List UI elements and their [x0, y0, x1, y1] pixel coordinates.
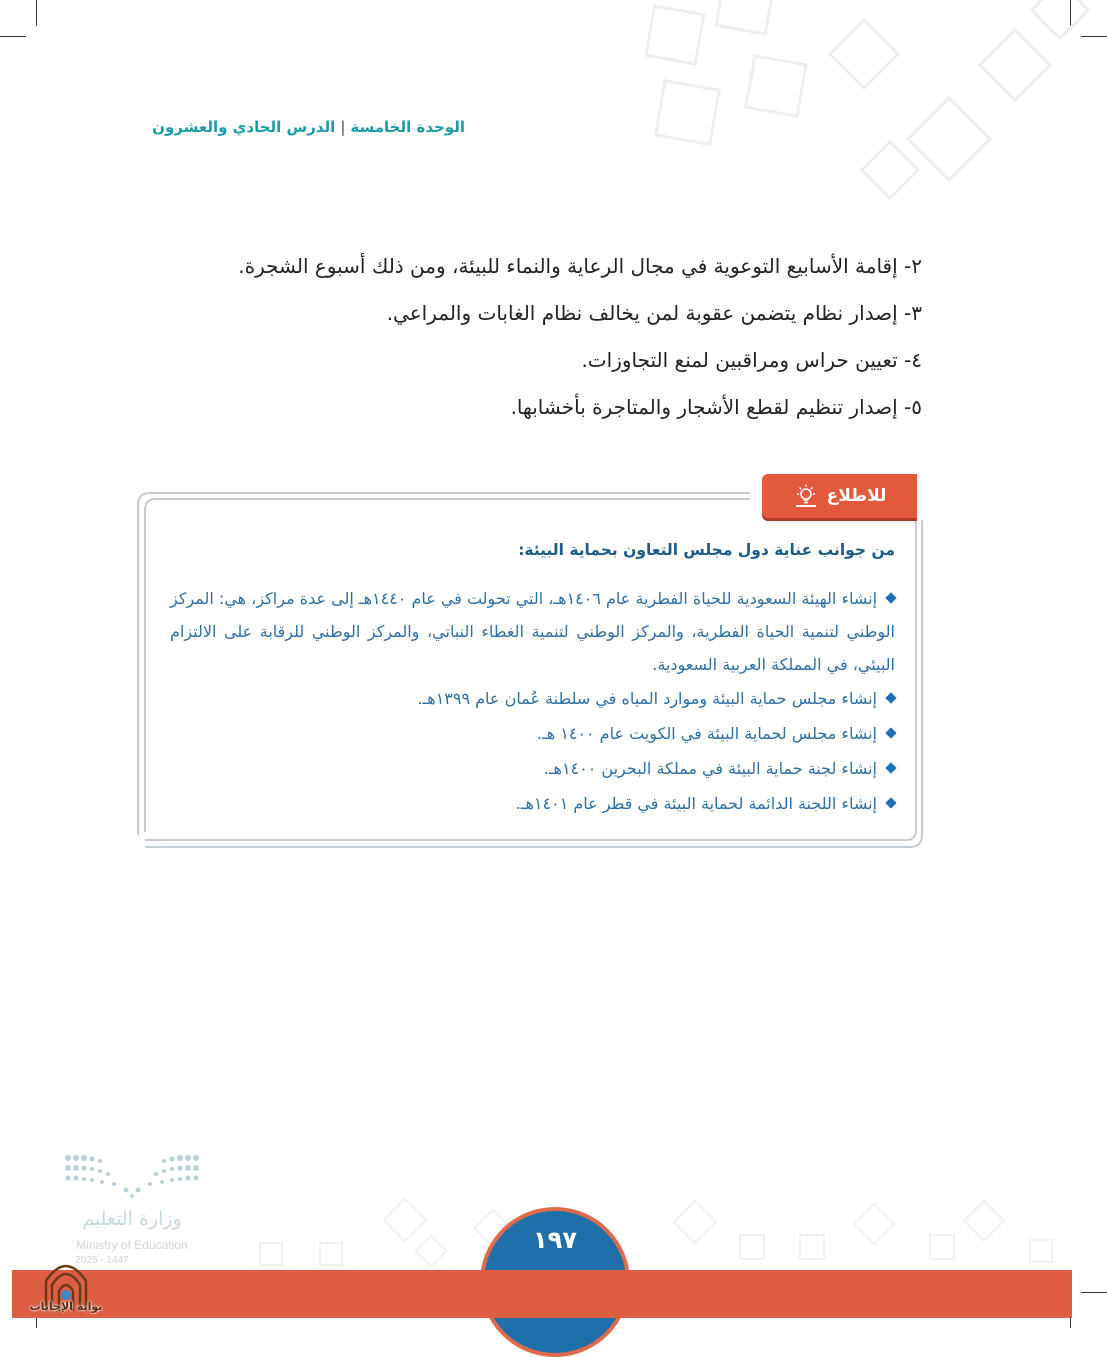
- bullet-item: [170, 681, 895, 716]
- unit-title: الوحدة الخامسة: [350, 118, 465, 136]
- bullet-text: إنشاء مجلس لحماية البيئة في الكويت عام ١٤٠٠ هـ.: [536, 724, 877, 743]
- bullet-item: [170, 716, 895, 751]
- bullet-text: إنشاء مجلس حماية البيئة وموارد المياه في سلطنة عُمان عام ١٣٩٩هـ.: [417, 689, 877, 708]
- ministry-name-english: Ministry of Education: [76, 1238, 188, 1252]
- bullet-icon: [885, 797, 896, 808]
- bullet-item: [170, 786, 895, 821]
- ministry-logo-icon: [62, 1152, 202, 1200]
- bullet-item: [170, 582, 895, 681]
- bullet-item: [170, 751, 895, 786]
- bullet-text: إنشاء اللجنة الدائمة لحماية البيئة في قطر عام ١٤٠١هـ.: [515, 794, 877, 813]
- list-item: ٤- تعيين حراس ومراقبين لمنع التجاوزات.: [581, 348, 922, 372]
- watermark-text: بوابة الإجابات: [29, 1300, 103, 1313]
- list-item: ٥- إصدار تنظيم لقطع الأشجار والمتاجرة بأخشابها.: [510, 395, 922, 419]
- info-tab-label: للاطلاع: [826, 486, 887, 506]
- bullet-icon: [885, 692, 896, 703]
- list-item: ٣- إصدار نظام يتضمن عقوبة لمن يخالف نظام الغابات والمراعي.: [386, 301, 922, 325]
- bullet-icon: [885, 762, 896, 773]
- bullet-icon: [885, 592, 896, 603]
- info-box-heading: من جوانب عناية دول مجلس التعاون بحماية البيئة:: [518, 541, 895, 559]
- info-box-body: [170, 582, 895, 821]
- ministry-name-arabic: وزارة التعليم: [82, 1208, 182, 1230]
- info-box-tab: [762, 474, 917, 518]
- lightbulb-icon: [793, 483, 819, 509]
- ministry-years: 2025 - 1447: [75, 1255, 129, 1266]
- bullet-text: إنشاء الهيئة السعودية للحياة الفطرية عام ١٤٠٦هـ، التي تحولت في عام ١٤٤٠هـ إلى عدة مراكز، هي: المركز الوطني لتنمية الحياة الفطرية، والمركز الوطني لتنمية الغطاء النباتي، والمركز الوطني للرقابة على الالتزام البيئي، في المملكة العربية السعودية.: [170, 589, 895, 674]
- decorative-pattern: [200, 1195, 1080, 1275]
- page-number: ١٩٧: [533, 1226, 577, 1254]
- bullet-icon: [885, 727, 896, 738]
- footer-band: [12, 1270, 1072, 1318]
- bullet-text: إنشاء لجنة حماية البيئة في مملكة البحرين ١٤٠٠هـ.: [543, 759, 877, 778]
- list-item: ٢- إقامة الأسابيع التوعوية في مجال الرعاية والنماء للبيئة، ومن ذلك أسبوع الشجرة.: [238, 254, 922, 278]
- crop-mark: [1081, 1292, 1107, 1293]
- header-separator: |: [340, 118, 346, 136]
- lesson-title: الدرس الحادي والعشرون: [152, 118, 336, 136]
